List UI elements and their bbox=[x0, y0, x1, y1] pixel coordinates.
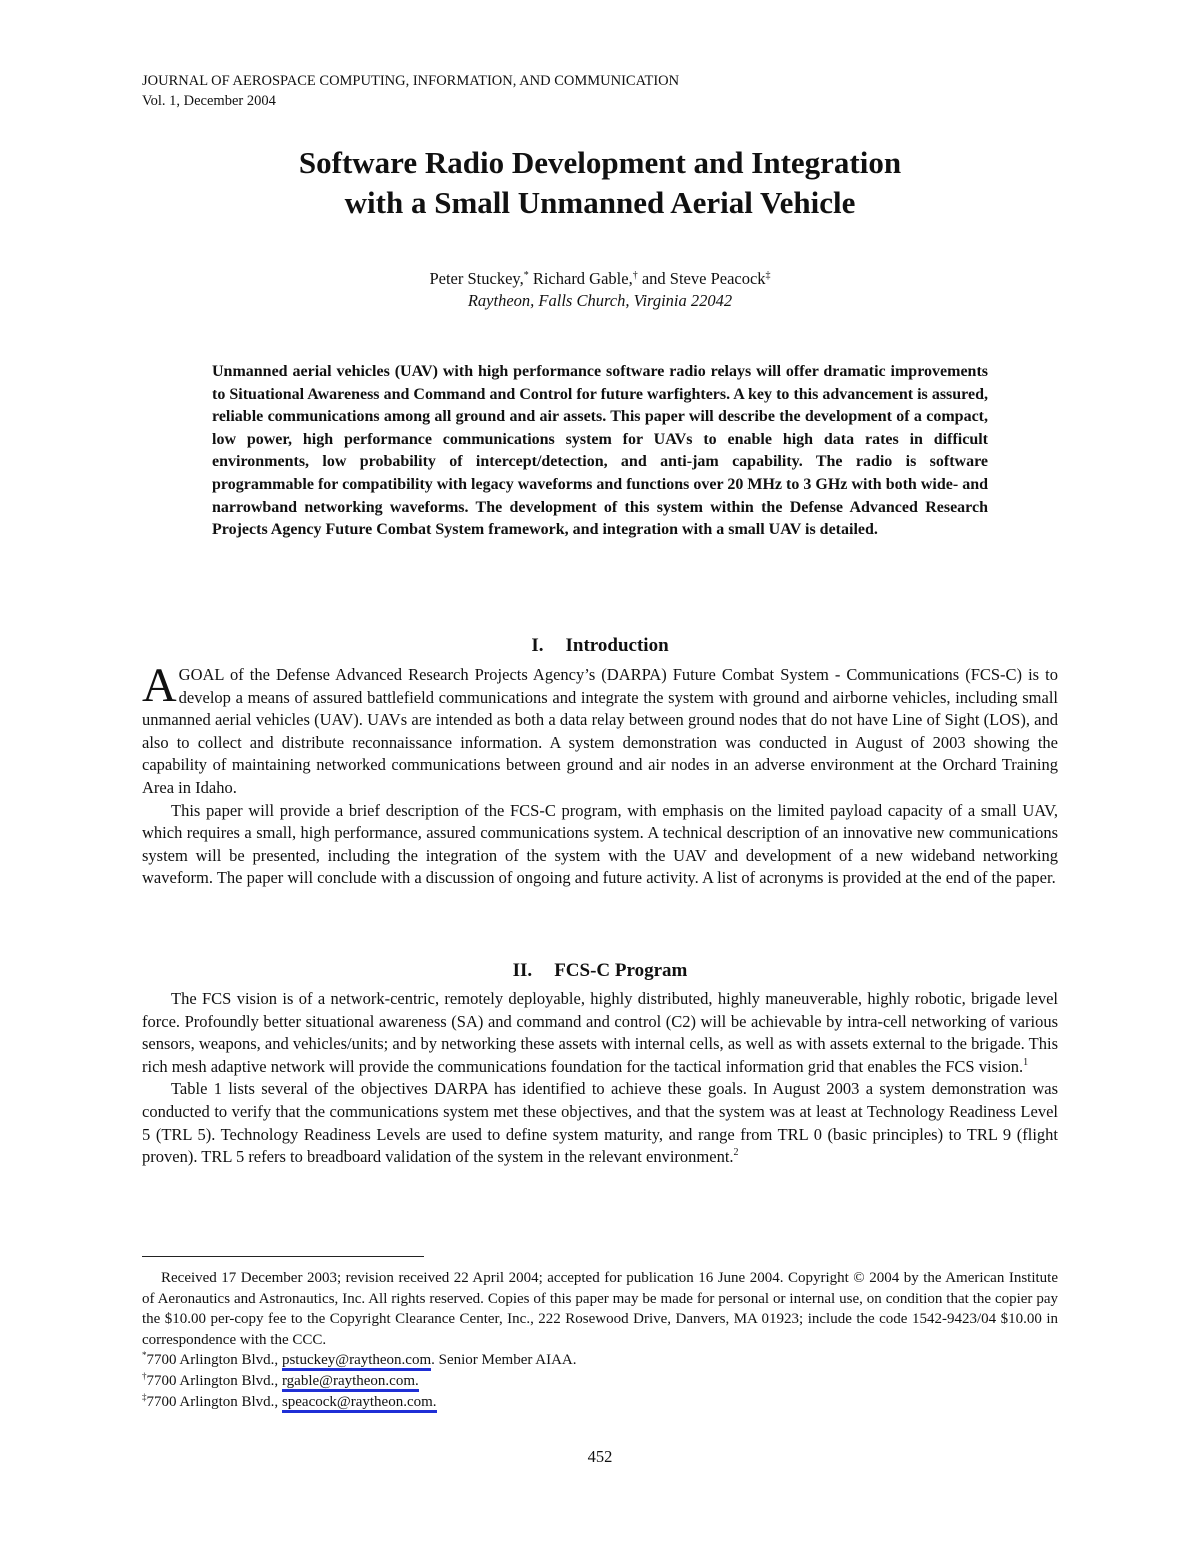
footnote-address: 7700 Arlington Blvd., bbox=[146, 1352, 282, 1369]
intro-paragraph-1-text: GOAL of the Defense Advanced Research Projects Agency’s (DARPA) Future Combat System - Communications (FCS-C) is to develop a means of assured battlefield communications and integrate the system with ground and airborne vehicles, including small unmanned aerial vehicles (UAV). UAVs are intended as both a data relay between ground nodes that do not have Line of Sight (LOS), and also to collect and distribute reconnaissance information. A system demonstration was conducted in August of 2003 showing the capability of maintaining networked communications between ground and air nodes in an adverse environment at the Orchard Training Area in Idaho. bbox=[142, 665, 1058, 797]
paper-title bbox=[142, 143, 1058, 223]
fcsc-paragraph-2-text: Table 1 lists several of the objectives DARPA has identified to achieve these goals. In August 2003 a system demonstration was conducted to verify that the communications system met these objectives, and that the system was at least at Technology Readiness Level 5 (TRL 5). Technology Readiness Levels are used to define system maturity, and range from TRL 0 (basic principles) to TRL 9 (flight proven). TRL 5 refers to breadboard validation of the system in the relevant environment. bbox=[142, 1079, 1058, 1167]
email-link-pstuckey[interactable]: pstuckey@raytheon.com bbox=[282, 1352, 431, 1371]
section-title: FCS-C Program bbox=[554, 960, 688, 981]
footnote-note: . Senior Member AIAA. bbox=[431, 1352, 577, 1369]
author-gable: Richard Gable, bbox=[528, 269, 633, 288]
footnote-stuckey bbox=[142, 1350, 1058, 1371]
author-peacock: and Steve Peacock bbox=[637, 269, 766, 288]
footnote-address: 7700 Arlington Blvd., bbox=[146, 1393, 282, 1410]
footnote-divider bbox=[142, 1256, 424, 1257]
author-gable-mark: † bbox=[632, 270, 638, 281]
author-stuckey-mark: * bbox=[523, 270, 529, 281]
author-list bbox=[142, 268, 1058, 290]
section-number: II. bbox=[512, 960, 533, 981]
footnote-received: Received 17 December 2003; revision received 22 April 2004; accepted for publication 16 June 2004. Copyright © 2004 by the American Institute of Aeronautics and Astronautics, Inc. All rights reserved. Copies of this paper may be made for personal or internal use, on condition that the copier pay the $10.00 per-copy fee to the Copyright Clearance Center, Inc., 222 Rosewood Drive, Danvers, MA 01923; include the code 1542-9423/04 $10.00 in correspondence with the CCC. bbox=[142, 1270, 1058, 1348]
intro-paragraph-1 bbox=[142, 659, 1058, 800]
footnote-mark: ‡ bbox=[142, 1391, 147, 1402]
introduction-body bbox=[142, 659, 1058, 890]
footnote-mark: † bbox=[142, 1370, 147, 1381]
paper-title-line-2: with a Small Unmanned Aerial Vehicle bbox=[344, 185, 856, 220]
section-number: I. bbox=[531, 635, 544, 656]
footnote-address: 7700 Arlington Blvd., bbox=[146, 1372, 282, 1389]
author-stuckey: Peter Stuckey, bbox=[429, 269, 524, 288]
fcs-c-program-body bbox=[142, 988, 1058, 1169]
author-peacock-mark: ‡ bbox=[765, 270, 771, 281]
footnote-peacock bbox=[142, 1392, 1058, 1413]
abstract: Unmanned aerial vehicles (UAV) with high performance software radio relays will offer dramatic improvements to Situational Awareness and Command and Control for future warfighters. A key to this advancement is assured, reliable communications among all ground and air assets. This paper will describe the development of a compact, low power, high performance communications system for UAVs to enable high data rates in difficult environments, low probability of intercept/detection, and anti-jam capability. The radio is software programmable for compatibility with legacy waveforms and functions over 20 MHz to 3 GHz with both wide- and narrowband networking waveforms. The development of this system within the Defense Advanced Research Projects Agency Future Combat System framework, and integration with a small UAV is detailed. bbox=[212, 363, 988, 539]
fcsc-paragraph-1 bbox=[142, 988, 1058, 1078]
author-block bbox=[142, 268, 1058, 312]
fcsc-paragraph-2 bbox=[142, 1078, 1058, 1168]
reference-mark-2: 2 bbox=[733, 1147, 739, 1159]
section-title: Introduction bbox=[565, 635, 669, 656]
journal-header bbox=[142, 71, 679, 111]
journal-name: JOURNAL OF AEROSPACE COMPUTING, INFORMATION, AND COMMUNICATION bbox=[142, 73, 680, 89]
paper-title-line-1: Software Radio Development and Integration bbox=[298, 145, 902, 180]
footnotes bbox=[142, 1268, 1058, 1412]
section-heading-fcs-c-program bbox=[142, 959, 1058, 983]
email-link-speacock[interactable]: speacock@raytheon.com. bbox=[282, 1394, 437, 1413]
page-number: 452 bbox=[587, 1447, 613, 1466]
journal-volume: Vol. 1, December 2004 bbox=[142, 93, 276, 109]
fcsc-paragraph-1-text: The FCS vision is of a network-centric, remotely deployable, highly distributed, highly maneuverable, highly robotic, brigade level force. Profoundly better situational awareness (SA) and command and control (C2) will be achievable by intra-cell networking of various sensors, weapons, and vehicles/units; and by networking these assets with internal cells, as well as with assets external to the brigade. This rich mesh adaptive network will provide the communications foundation for the tactical information grid that enables the FCS vision. bbox=[142, 989, 1058, 1076]
section-heading-introduction bbox=[142, 634, 1058, 658]
intro-paragraph-2: This paper will provide a brief description of the FCS-C program, with emphasis on the limited payload capacity of a small UAV, which requires a small, high performance, assured communications system. A technical description of an innovative new communications system will be presented, including the integration of the system with the UAV and development of a new wideband networking waveform. The paper will conclude with a discussion of ongoing and future activity. A list of acronyms is provided at the end of the paper. bbox=[142, 800, 1058, 888]
footnote-mark: * bbox=[142, 1350, 147, 1361]
drop-cap: A bbox=[142, 659, 177, 712]
email-link-rgable[interactable]: rgable@raytheon.com. bbox=[282, 1373, 419, 1392]
reference-mark-1: 1 bbox=[1023, 1056, 1029, 1068]
author-affiliation: Raytheon, Falls Church, Virginia 22042 bbox=[467, 291, 733, 310]
footnote-gable bbox=[142, 1371, 1058, 1392]
